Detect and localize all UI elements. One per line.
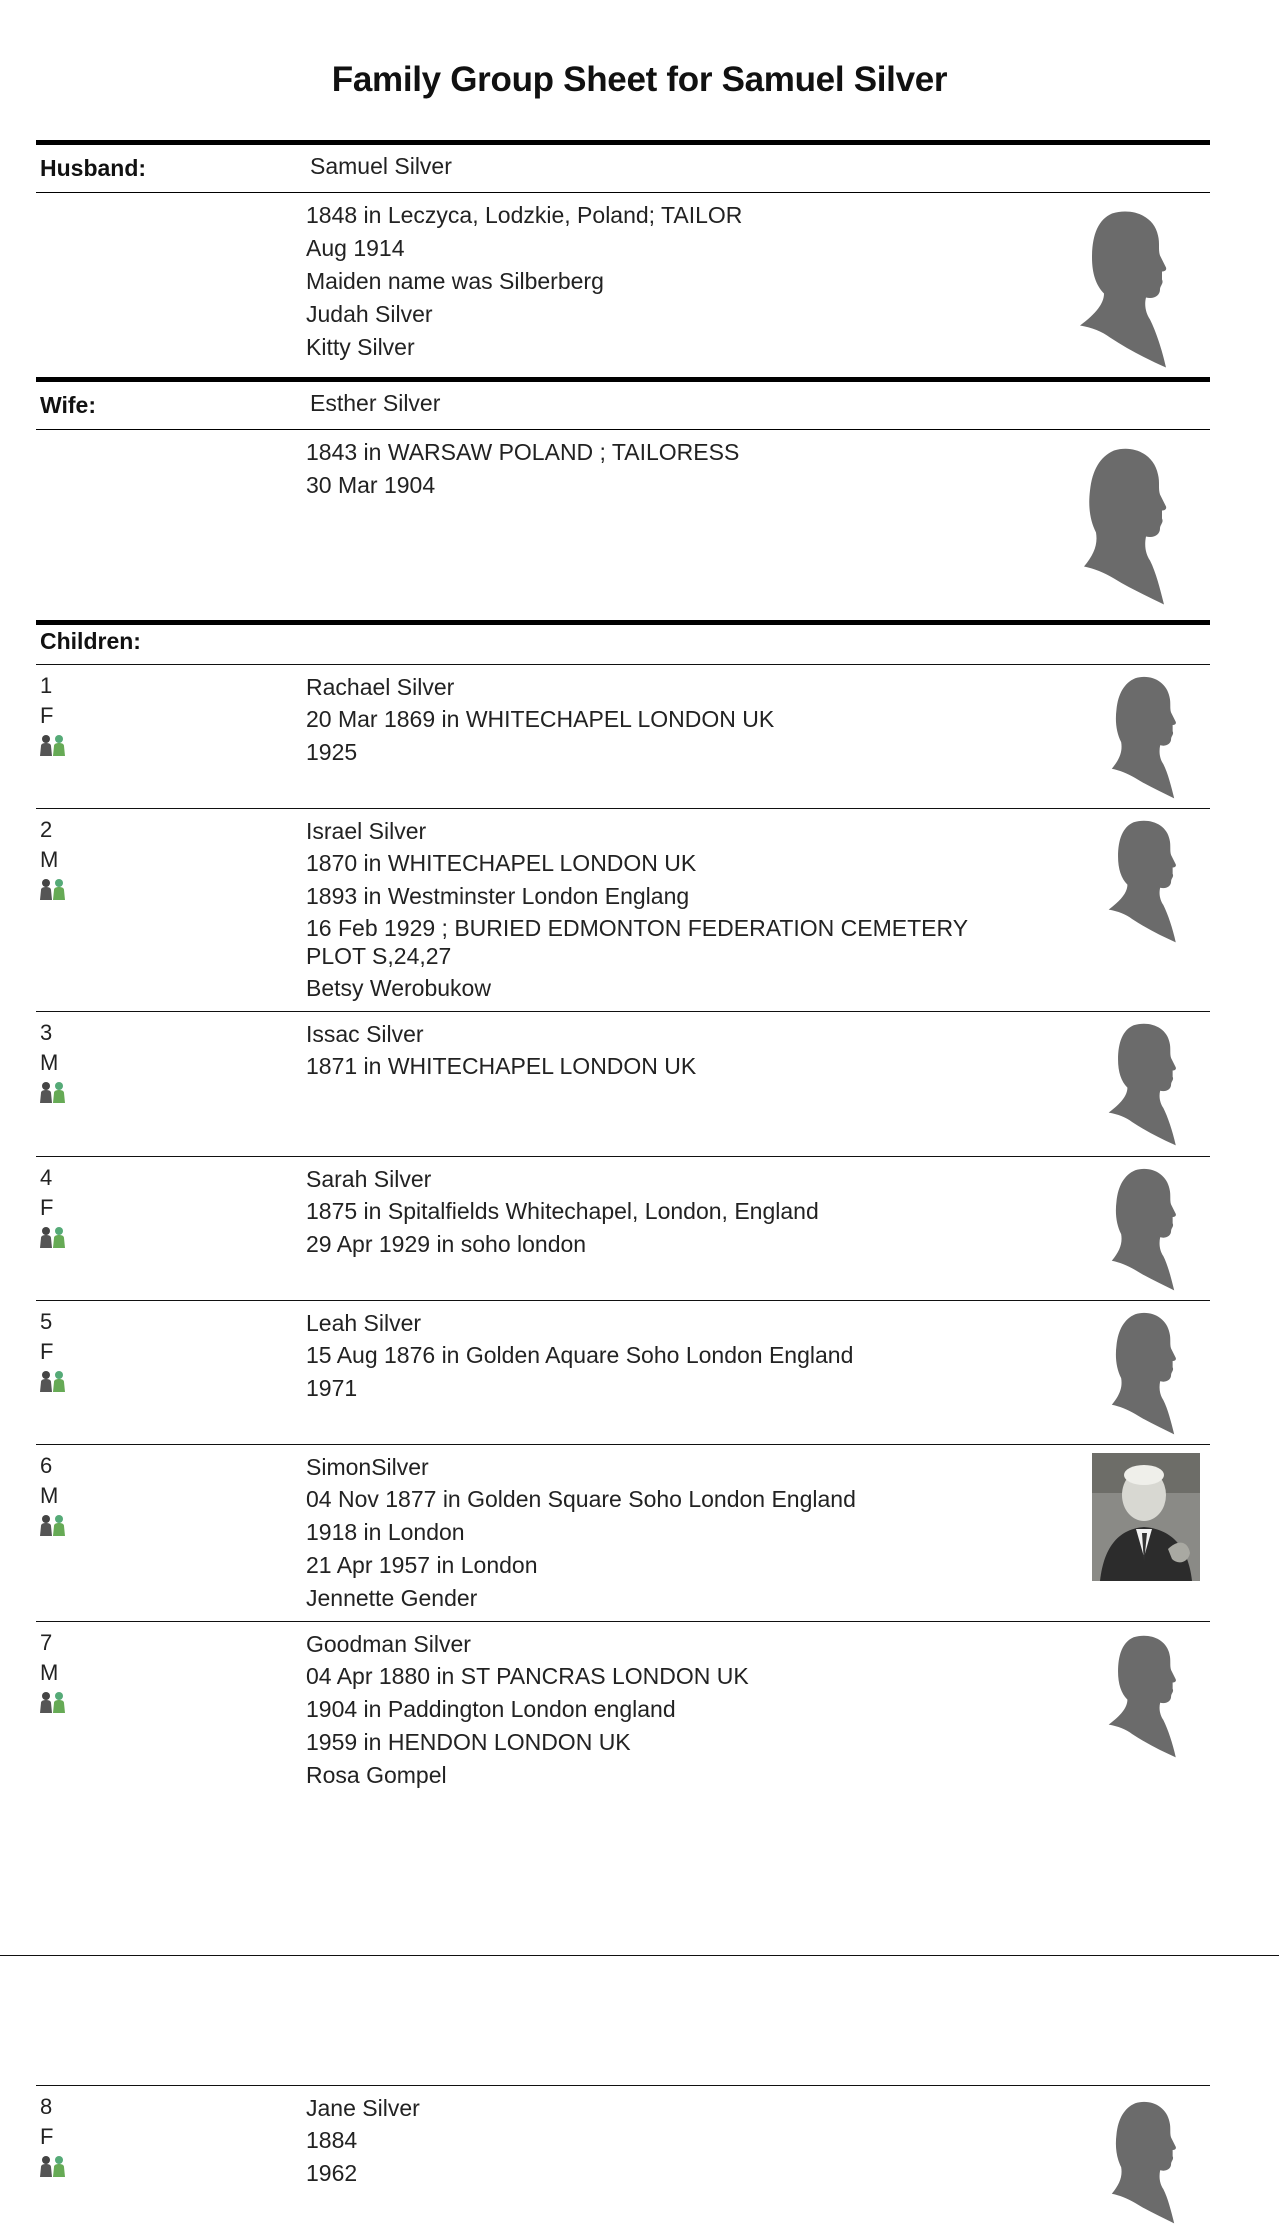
husband-section <box>36 140 1210 379</box>
fact-value[interactable]: Judah Silver <box>306 301 433 327</box>
child-sex: F <box>40 1339 54 1364</box>
child-6 <box>36 1445 1210 1622</box>
child-number: 1 <box>40 673 53 698</box>
child-name[interactable]: Israel Silver <box>306 818 427 844</box>
fact-value: 1971 <box>306 1375 358 1401</box>
child-8 <box>36 2085 1210 2230</box>
child-number: 3 <box>40 1020 53 1045</box>
children-header <box>36 622 1210 665</box>
fact-value: 20 Mar 1869 in WHITECHAPEL LONDON UK <box>306 706 775 732</box>
male-silhouette-icon <box>1104 1022 1182 1147</box>
child-4 <box>36 1157 1210 1301</box>
husband-facts <box>36 193 1210 379</box>
child-sex: F <box>40 703 54 728</box>
fact-value: 1925 <box>306 739 358 765</box>
child-name[interactable]: Issac Silver <box>306 1021 424 1047</box>
fact-value: 1918 in London <box>306 1519 465 1545</box>
child-sex: F <box>40 1195 54 1220</box>
wife-name[interactable]: Esther Silver <box>310 390 441 416</box>
fact-value: 1848 in Leczyca, Lodzkie, Poland; TAILOR <box>306 202 743 228</box>
fact-value: 15 Aug 1876 in Golden Aquare Soho London England <box>306 1342 854 1368</box>
wife-header <box>36 377 1210 430</box>
male-silhouette-icon <box>1074 207 1174 372</box>
fact-value: 1871 in WHITECHAPEL LONDON UK <box>306 1053 697 1079</box>
family-icon[interactable] <box>38 1691 68 1715</box>
fact-value: Aug 1914 <box>306 235 405 261</box>
fact-value: 1843 in WARSAW POLAND ; TAILORESS <box>306 439 740 465</box>
child-number: 4 <box>40 1165 53 1190</box>
family-icon[interactable] <box>38 878 68 902</box>
child-number: 6 <box>40 1453 53 1478</box>
female-silhouette-icon <box>1074 444 1174 609</box>
fact-value: 1884 <box>306 2127 358 2153</box>
fact-value: PLOT S,24,27 <box>306 943 452 969</box>
spouse-name[interactable]: Jennette Gender <box>306 1585 478 1611</box>
fact-value[interactable]: Kitty Silver <box>306 334 415 360</box>
husband-label: Husband: <box>40 155 147 181</box>
child-sex: M <box>40 1050 59 1075</box>
fact-value: 04 Apr 1880 in ST PANCRAS LONDON UK <box>306 1663 749 1689</box>
child-number: 5 <box>40 1309 53 1334</box>
female-silhouette-icon <box>1104 2100 1182 2225</box>
child-number: 2 <box>40 817 53 842</box>
fact-value: 21 Apr 1957 in London <box>306 1552 538 1578</box>
page-break-divider <box>0 1955 1279 1956</box>
family-icon[interactable] <box>38 1514 68 1538</box>
child-number: 7 <box>40 1630 53 1655</box>
child-number: 8 <box>40 2094 53 2119</box>
child-sex: M <box>40 1483 59 1508</box>
page-title: Family Group Sheet for Samuel Silver <box>331 60 948 99</box>
fact-value: 29 Apr 1929 in soho london <box>306 1231 587 1257</box>
child-name[interactable]: Sarah Silver <box>306 1166 432 1192</box>
family-icon[interactable] <box>38 734 68 758</box>
fact-value: 1870 in WHITECHAPEL LONDON UK <box>306 850 697 876</box>
wife-section <box>36 377 1210 625</box>
child-name[interactable]: Leah Silver <box>306 1310 422 1336</box>
fact-value: 1904 in Paddington London england <box>306 1696 676 1722</box>
child-name[interactable]: Goodman Silver <box>306 1631 471 1657</box>
child-sex: M <box>40 847 59 872</box>
child-sex: F <box>40 2124 54 2149</box>
fact-value: 1962 <box>306 2160 358 2186</box>
male-silhouette-icon <box>1104 1634 1182 1759</box>
child-name[interactable]: Jane Silver <box>306 2095 420 2121</box>
fact-value: 30 Mar 1904 <box>306 472 436 498</box>
child-3 <box>36 1012 1210 1157</box>
spouse-name[interactable]: Betsy Werobukow <box>306 975 491 1001</box>
female-silhouette-icon <box>1104 1167 1182 1292</box>
female-silhouette-icon <box>1104 1311 1182 1436</box>
husband-header <box>36 140 1210 193</box>
fact-value: 1893 in Westminster London Englang <box>306 883 690 909</box>
portrait-photo[interactable] <box>1092 1453 1200 1581</box>
child-2 <box>36 809 1210 1012</box>
child-name[interactable]: Rachael Silver <box>306 674 455 700</box>
family-icon[interactable] <box>38 1081 68 1105</box>
child-1 <box>36 665 1210 809</box>
fact-value: 1875 in Spitalfields Whitechapel, London, England <box>306 1198 819 1224</box>
child-name[interactable]: SimonSilver <box>306 1454 429 1480</box>
wife-facts <box>36 430 1210 625</box>
children-label: Children: <box>40 628 141 654</box>
child-5 <box>36 1301 1210 1445</box>
child-7 <box>36 1622 1210 1802</box>
spouse-name[interactable]: Rosa Gompel <box>306 1762 447 1788</box>
family-icon[interactable] <box>38 1226 68 1250</box>
family-icon[interactable] <box>38 1370 68 1394</box>
husband-name[interactable]: Samuel Silver <box>310 153 452 179</box>
fact-value: 1959 in HENDON LONDON UK <box>306 1729 631 1755</box>
fact-value: Maiden name was Silberberg <box>306 268 604 294</box>
family-icon[interactable] <box>38 2155 68 2179</box>
fact-value: 04 Nov 1877 in Golden Square Soho London England <box>306 1486 856 1512</box>
female-silhouette-icon <box>1104 675 1182 800</box>
fact-value: 16 Feb 1929 ; BURIED EDMONTON FEDERATION CEMETERY <box>306 915 969 941</box>
wife-label: Wife: <box>40 392 97 418</box>
child-sex: M <box>40 1660 59 1685</box>
male-silhouette-icon <box>1104 819 1182 944</box>
